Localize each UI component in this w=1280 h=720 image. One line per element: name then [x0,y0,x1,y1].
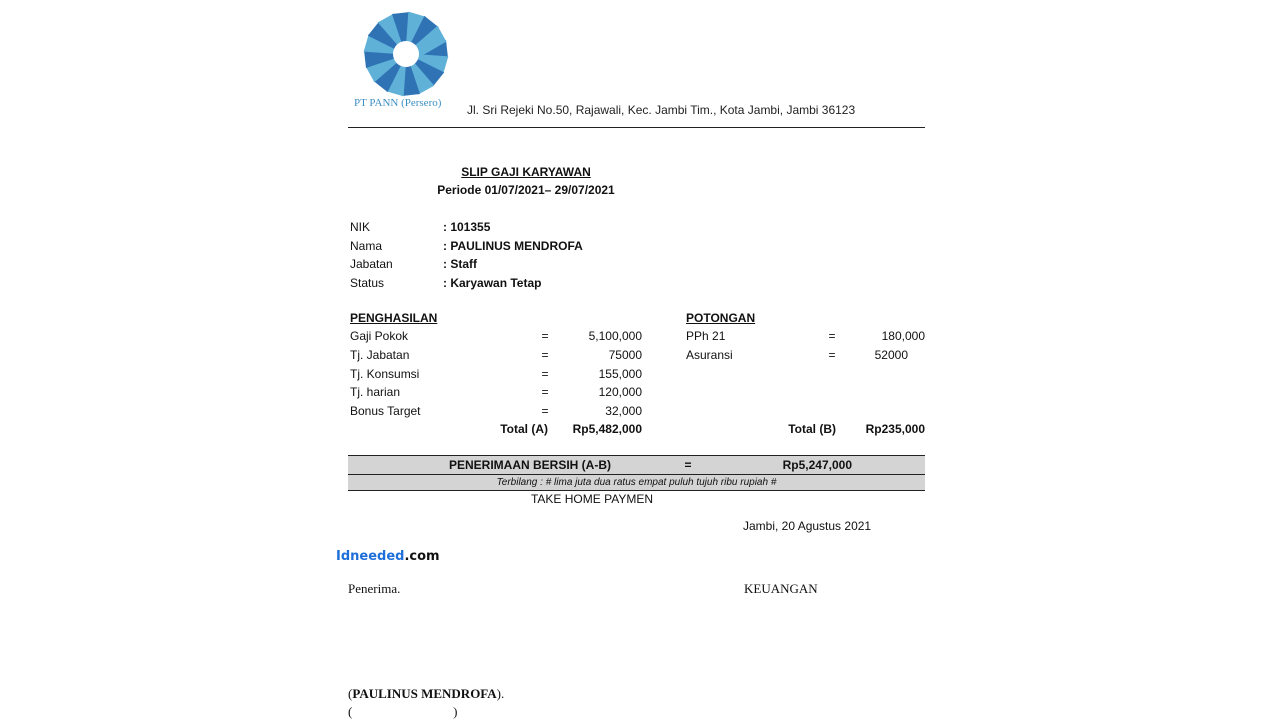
slip-title: SLIP GAJI KARYAWAN [461,165,591,179]
position-label: Jabatan [350,257,393,271]
income-item-label: Tj. Jabatan [350,348,410,362]
income-total-value: Rp5,482,000 [572,422,642,436]
net-pay-value: Rp5,247,000 [782,458,852,472]
net-pay-eq: = [684,458,692,472]
income-item-label: Gaji Pokok [350,329,409,343]
income-item-eq: = [541,385,549,399]
open-paren: ( [348,686,353,701]
income-item-eq: = [541,348,549,362]
name-value: : PAULINUS MENDROFA [443,239,583,253]
header-divider [348,127,925,128]
income-item-value: 32,000 [605,404,642,418]
receiver-name: PAULINUS MENDROFA [352,686,497,701]
income-item-eq: = [541,329,549,343]
income-heading: PENGHASILAN [350,311,438,325]
deduction-item-eq: = [828,329,836,343]
company-name: PT PANN (Persero) [354,97,442,109]
spiral-logo-icon [362,10,450,98]
deduction-item-label: PPh 21 [686,329,726,343]
deduction-item-label: Asuransi [686,348,733,362]
deduction-item-value: 180,000 [881,329,925,343]
income-item-label: Bonus Target [350,404,421,418]
slip-period: Periode 01/07/2021– 29/07/2021 [437,183,615,197]
nik-value: : 101355 [443,220,491,234]
income-total-label: Total (A) [500,422,548,436]
income-item-label: Tj. harian [350,385,401,399]
company-address: Jl. Sri Rejeki No.50, Rajawali, Kec. Jambi Tim., Kota Jambi, Jambi 36123 [467,103,856,117]
deduction-item-eq: = [828,348,836,362]
income-item-value: 120,000 [598,385,642,399]
income-item-eq: = [541,404,549,418]
close-paren: ). [496,686,505,701]
receiver-signature-name [348,686,504,702]
nik-label: NIK [350,220,371,234]
income-item-value: 155,000 [598,367,642,381]
receiver-label: Penerima. [348,581,401,596]
place-date: Jambi, 20 Agustus 2021 [743,519,872,533]
net-in-words: Terbilang : # lima juta dua ratus empat puluh tujuh ribu rupiah # [496,477,777,488]
watermark [336,549,440,564]
deductions-total-label: Total (B) [788,422,836,436]
income-item-label: Tj. Konsumsi [350,367,420,381]
deduction-item-value: 52000 [874,348,908,362]
finance-label: KEUANGAN [744,581,818,596]
position-value: : Staff [443,257,477,271]
income-item-value: 75000 [608,348,642,362]
watermark-domain: .com [404,549,440,564]
take-home-label: TAKE HOME PAYMEN [530,492,653,506]
status-label: Status [350,276,385,290]
finance-signature-blank: ( ) [348,704,458,719]
status-value: : Karyawan Tetap [443,276,542,290]
company-logo [362,10,450,98]
watermark-brand: Idneeded [336,549,405,564]
income-item-eq: = [541,367,549,381]
net-pay-label: PENERIMAAN BERSIH (A-B) [449,458,611,472]
deductions-total-value: Rp235,000 [865,422,925,436]
deductions-heading: POTONGAN [686,311,756,325]
income-item-value: 5,100,000 [588,329,642,343]
name-label: Nama [350,239,383,253]
